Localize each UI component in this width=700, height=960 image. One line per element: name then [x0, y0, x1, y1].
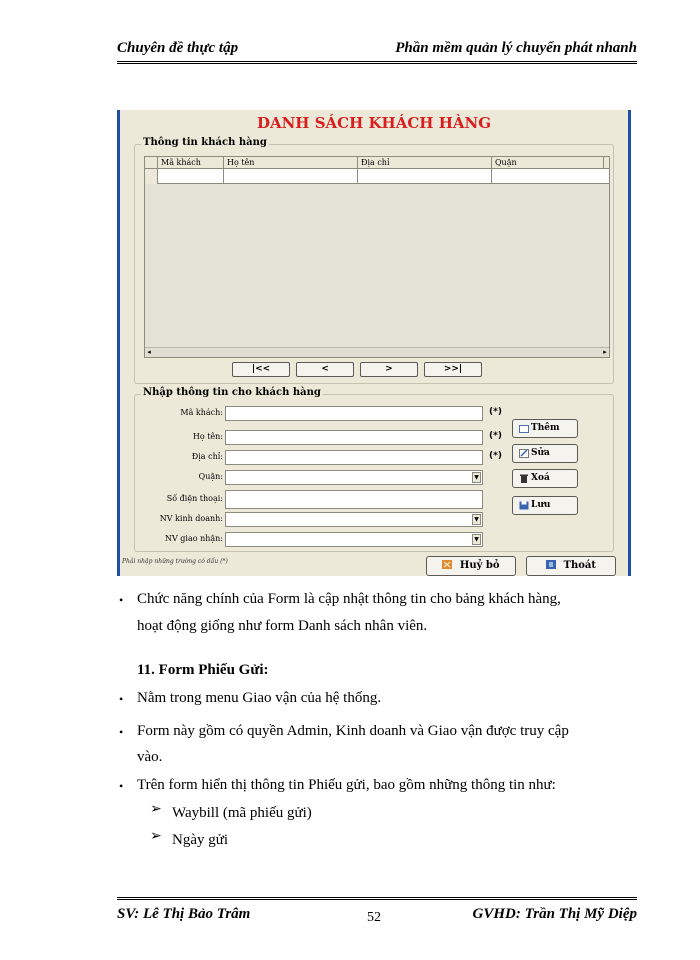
required-note: Phải nhập những trường có dấu (*): [122, 558, 228, 565]
exit-button[interactable]: [526, 556, 616, 576]
field-label-so-dien-thoai: Số điện thoại:: [166, 494, 223, 503]
nav-next-button[interactable]: >: [360, 362, 418, 377]
page-header: [117, 38, 637, 64]
save-button-label: Lưu: [531, 500, 551, 510]
bullet-icon: •: [119, 593, 124, 607]
delete-button-label: Xoá: [531, 473, 550, 483]
customer-list-form: [117, 110, 631, 576]
grid-row-selector-header: [145, 157, 158, 169]
para1-line2: hoạt động giống như form Danh sách nhân viên.: [137, 618, 428, 634]
form-title: DANH SÁCH KHÁCH HÀNG: [256, 114, 492, 132]
cancel-button-label: Huỷ bỏ: [459, 560, 500, 571]
folder-icon: [519, 424, 529, 433]
required-mark: (*): [489, 407, 502, 417]
delete-button[interactable]: [512, 469, 578, 488]
arrow-bullet-icon: ➢: [150, 829, 162, 844]
chevron-down-icon[interactable]: ▼: [472, 472, 481, 483]
add-button-label: Thêm: [531, 423, 560, 433]
grid-horizontal-scrollbar[interactable]: [145, 347, 609, 357]
arrow-bullet-icon: ➢: [150, 802, 162, 817]
dia-chi-input[interactable]: [225, 450, 483, 465]
save-button[interactable]: [512, 496, 578, 515]
bullet-2-line1: Form này gồm có quyền Admin, Kinh doanh và Giao vận được truy cập: [137, 723, 569, 739]
page-number: 52: [367, 910, 381, 925]
footer-advisor: GVHD: Trần Thị Mỹ Diệp: [472, 906, 637, 922]
cancel-button[interactable]: [426, 556, 516, 576]
ho-ten-input[interactable]: [225, 430, 483, 445]
add-button[interactable]: [512, 419, 578, 438]
trash-icon: [519, 474, 529, 483]
section-heading: 11. Form Phiếu Gửi:: [137, 662, 269, 678]
scroll-right-icon[interactable]: ▸: [603, 348, 607, 356]
ma-khach-input[interactable]: [225, 406, 483, 421]
customer-info-group-label: Thông tin khách hàng: [143, 137, 267, 148]
grid-col-quan[interactable]: Quận: [492, 157, 604, 169]
nav-first-button[interactable]: |<<: [232, 362, 290, 377]
required-mark: (*): [489, 451, 502, 461]
nav-prev-button[interactable]: <: [296, 362, 354, 377]
bullet-1: Nằm trong menu Giao vận của hệ thống.: [137, 690, 382, 706]
nav-last-button[interactable]: >>|: [424, 362, 482, 377]
cancel-icon: [442, 560, 452, 569]
sub-bullet-2: Ngày gửi: [172, 832, 229, 848]
bullet-icon: •: [119, 692, 124, 706]
header-right: Phần mềm quản lý chuyển phát nhanh: [395, 40, 637, 56]
scroll-left-icon[interactable]: ◂: [147, 348, 151, 356]
bullet-icon: •: [119, 725, 124, 739]
required-mark: (*): [489, 431, 502, 441]
chevron-down-icon[interactable]: ▼: [472, 514, 481, 525]
pencil-icon: [519, 449, 529, 458]
grid-col-dia-chi[interactable]: Địa chỉ: [358, 157, 492, 169]
customer-input-group-label: Nhập thông tin cho khách hàng: [143, 387, 321, 398]
edit-button-label: Sửa: [531, 448, 550, 458]
quan-select[interactable]: [225, 470, 483, 485]
field-label-nv-giao-nhan: NV giao nhận:: [164, 534, 223, 543]
bullet-2-line2: vào.: [137, 749, 163, 765]
bullet-3: Trên form hiển thị thông tin Phiếu gửi, bao gồm những thông tin như:: [137, 777, 556, 793]
field-label-ma-khach: Mã khách:: [180, 408, 223, 417]
edit-button[interactable]: [512, 444, 578, 463]
field-label-dia-chi: Địa chỉ:: [191, 452, 223, 461]
exit-button-label: Thoát: [563, 560, 596, 571]
nv-giao-nhan-select[interactable]: [225, 532, 483, 547]
exit-icon: [546, 560, 556, 569]
sub-bullet-1: Waybill (mã phiếu gửi): [172, 805, 312, 821]
header-left: Chuyên đề thực tập: [117, 40, 239, 56]
field-label-quan: Quận:: [198, 472, 223, 481]
chevron-down-icon[interactable]: ▼: [472, 534, 481, 545]
footer-student: SV: Lê Thị Bảo Trâm: [117, 906, 251, 922]
para1-line1: Chức năng chính của Form là cập nhật thông tin cho bảng khách hàng,: [137, 591, 561, 607]
field-label-ho-ten: Họ tên:: [192, 432, 223, 441]
field-label-nv-kinh-doanh: NV kinh doanh:: [159, 514, 223, 523]
nv-kinh-doanh-select[interactable]: [225, 512, 483, 527]
floppy-disk-icon: [519, 501, 529, 510]
so-dien-thoai-input[interactable]: [225, 490, 483, 509]
grid-header: [145, 157, 609, 169]
grid-col-ho-ten[interactable]: Họ tên: [224, 157, 358, 169]
grid-col-ma-khach[interactable]: Mã khách: [158, 157, 224, 169]
page-footer: [117, 897, 637, 927]
bullet-icon: •: [119, 779, 124, 793]
customer-grid[interactable]: [144, 156, 610, 358]
table-row[interactable]: [145, 169, 609, 184]
